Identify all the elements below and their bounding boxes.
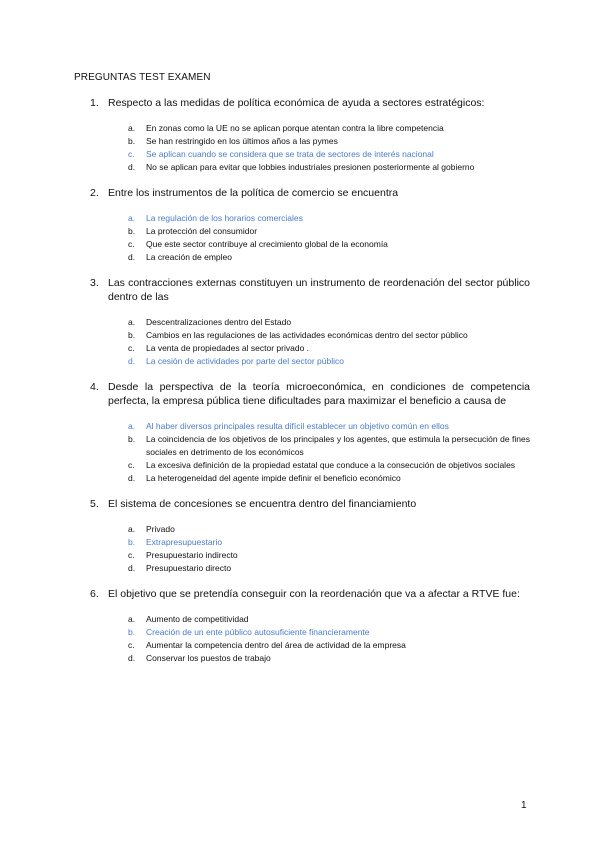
option-text: La excesiva definición de la propiedad estatal que conduce a la consecución de objetivos sociales	[146, 460, 516, 470]
option	[128, 433, 530, 459]
option-text: La protección del consumidor	[146, 226, 258, 236]
option-letter: c.	[128, 343, 135, 353]
option-letter: b.	[128, 627, 136, 637]
option-correct	[128, 212, 530, 225]
option-text: Conservar los puestos de trabajo	[146, 653, 271, 663]
option-text: Que este sector contribuye al crecimiento global de la economía	[146, 239, 388, 249]
option-letter: a.	[128, 421, 136, 431]
option	[128, 161, 530, 174]
option-text: Creación de un ente público autosuficiente financieramente	[146, 627, 370, 637]
option	[128, 523, 530, 536]
question-text: Entre los instrumentos de la política de comercio se encuentra	[108, 187, 399, 199]
option-letter: b.	[128, 434, 136, 444]
option	[128, 329, 530, 342]
option	[128, 122, 530, 135]
option-text: Aumentar la competencia dentro del área de actividad de la empresa	[146, 640, 406, 650]
question-text: Desde la perspectiva de la teoría microeconómica, en condiciones de competencia perfecta, la empresa pública tiene dificultades para maximizar el beneficio a causa de	[108, 381, 530, 407]
option	[128, 342, 530, 355]
question-text: El sistema de concesiones se encuentra dentro del financiamiento	[108, 498, 417, 510]
option-text: Descentralizaciones dentro del Estado	[146, 317, 292, 327]
option-text: No se aplican para evitar que lobbies industriales presionen posteriormente al gobierno	[146, 162, 475, 172]
option	[128, 472, 530, 485]
option-letter: a.	[128, 524, 136, 534]
option-letter: c.	[128, 239, 135, 249]
question-number: 1.	[90, 97, 99, 109]
option-letter: d.	[128, 563, 136, 573]
option	[128, 238, 530, 251]
option-correct	[128, 148, 530, 161]
option-letter: d.	[128, 162, 136, 172]
option	[128, 562, 530, 575]
option-text: Extrapresupuestario	[146, 537, 223, 547]
option-letter: d.	[128, 473, 136, 483]
option	[128, 613, 530, 626]
option-correct	[128, 536, 530, 549]
option-letter: d.	[128, 252, 136, 262]
option-text: La coincidencia de los objetivos de los principales y los agentes, que estimula la persecución de fines sociales en detrimento de los económicos	[146, 434, 530, 457]
question-number: 6.	[90, 588, 99, 600]
option	[128, 135, 530, 148]
option-text: Privado	[146, 524, 175, 534]
option-letter: b.	[128, 537, 136, 547]
question-text: Las contracciones externas constituyen un instrumento de reordenación del sector público dentro de las	[108, 277, 530, 303]
option-correct	[128, 420, 530, 433]
option	[128, 652, 530, 665]
option-letter: c.	[128, 149, 135, 159]
option-text: Aumento de competitividad	[146, 614, 249, 624]
option-text: La regulación de los horarios comerciales	[146, 213, 303, 223]
option-letter: a.	[128, 317, 136, 327]
option-text: La venta de propiedades al sector privado .	[146, 343, 310, 353]
option-letter: c.	[128, 460, 135, 470]
question	[90, 276, 530, 368]
question-number: 3.	[90, 277, 99, 289]
option-letter: a.	[128, 213, 136, 223]
option-text: Se aplican cuando se considera que se trata de sectores de interés nacional	[146, 149, 434, 159]
option	[128, 459, 530, 472]
option-correct	[128, 626, 530, 639]
option-text: La heterogeneidad del agente impide definir el beneficio económico	[146, 473, 401, 483]
page-title: PREGUNTAS TEST EXAMEN	[74, 72, 211, 83]
question	[90, 186, 530, 264]
option	[128, 316, 530, 329]
option-text: La cesión de actividades por parte del sector público	[146, 356, 344, 366]
option-letter: a.	[128, 123, 136, 133]
option-text: Presupuestario directo	[146, 563, 232, 573]
question-number: 5.	[90, 498, 99, 510]
option-letter: b.	[128, 330, 136, 340]
option	[128, 251, 530, 264]
option-text: Cambios en las regulaciones de las actividades económicas dentro del sector público	[146, 330, 468, 340]
question-number: 2.	[90, 187, 99, 199]
option-letter: d.	[128, 653, 136, 663]
option	[128, 639, 530, 652]
question	[90, 587, 530, 665]
question-list	[90, 96, 530, 677]
option-text: En zonas como la UE no se aplican porque atentan contra la libre competencia	[146, 123, 444, 133]
option-letter: c.	[128, 550, 135, 560]
option	[128, 225, 530, 238]
option-text: Presupuestario indirecto	[146, 550, 238, 560]
question-text: El objetivo que se pretendía conseguir con la reordenación que va a afectar a RTVE fue:	[108, 588, 520, 600]
option-letter: a.	[128, 614, 136, 624]
question-text: Respecto a las medidas de política económica de ayuda a sectores estratégicos:	[108, 97, 485, 109]
option-letter: d.	[128, 356, 136, 366]
option	[128, 549, 530, 562]
option-text: Se han restringido en los últimos años a las pymes	[146, 136, 338, 146]
question	[90, 96, 530, 174]
option-text: La creación de empleo	[146, 252, 233, 262]
page-number: 1	[521, 800, 527, 811]
option-correct	[128, 355, 530, 368]
option-text: Al haber diversos principales resulta difícil establecer un objetivo común en ellos	[146, 421, 449, 431]
question-number: 4.	[90, 381, 99, 393]
option-letter: b.	[128, 136, 136, 146]
option-letter: c.	[128, 640, 135, 650]
question	[90, 497, 530, 575]
question	[90, 380, 530, 485]
option-letter: b.	[128, 226, 136, 236]
